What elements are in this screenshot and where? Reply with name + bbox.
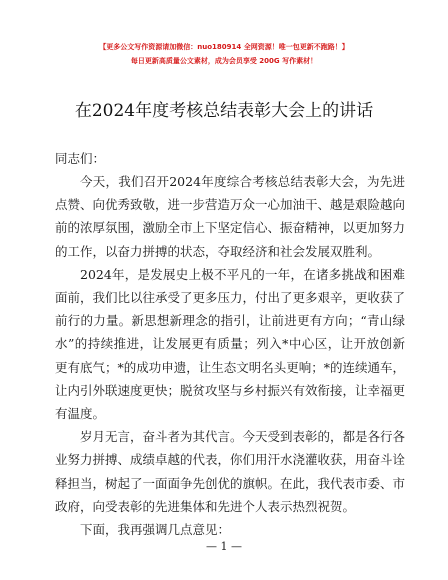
paragraph: 岁月无言，奋斗者为其代言。今天受到表彰的，都是各行各业努力拼搏、成绩卓越的代表，你们用汗水浇灌收获，用奋斗诠释担当，树起了一面面争先创优的旗帜。在此，我代表市委、市政府，向受表彰的先进集体和先进个人表示热烈祝贺。 — [55, 429, 406, 514]
document-body — [55, 170, 405, 541]
paragraph: 2024年，是发展史上极不平凡的一年，在诸多挑战和困难面前，我们比以往承受了更多压力，付出了更多艰辛，更收获了前行的力量。新思想新理念的指引，让前进更有方向；“青山绿水”的持续推进，让发展更有质量；列入*中心区，让开放创新更有底气；*的成功申遗，让生态文明名头更响；*的连续通车，让内引外联速度更快；脱贫攻坚与乡村振兴有效衔接，让幸福更有温度。 — [55, 266, 406, 422]
promo-banner-line-2: 每日更新高质量公文素材，成为会员享受 200G 写作素材！ — [130, 57, 318, 65]
document-title: 在2024年度考核总结表彰大会上的讲话 — [74, 101, 374, 121]
promo-banner-line-1: 【更多公文写作资源请加微信：nuo180914 全网资源！唯一包更新不跑路！】 — [99, 43, 349, 51]
salutation: 同志们： — [55, 151, 106, 166]
page-number: — 1 — — [206, 540, 242, 553]
paragraph: 下面，我再强调几点意见： — [80, 522, 231, 538]
paragraph: 今天，我们召开2024年度综合考核总结表彰大会，为先进点赞、向优秀致敬，进一步营造万众一心加油干、越是艰险越向前的浓厚氛围，激励全市上下坚定信心、振奋精神，以更加努力的工作，以奋力拼搏的状态，夺取经济和社会发展双胜利。 — [55, 174, 406, 259]
